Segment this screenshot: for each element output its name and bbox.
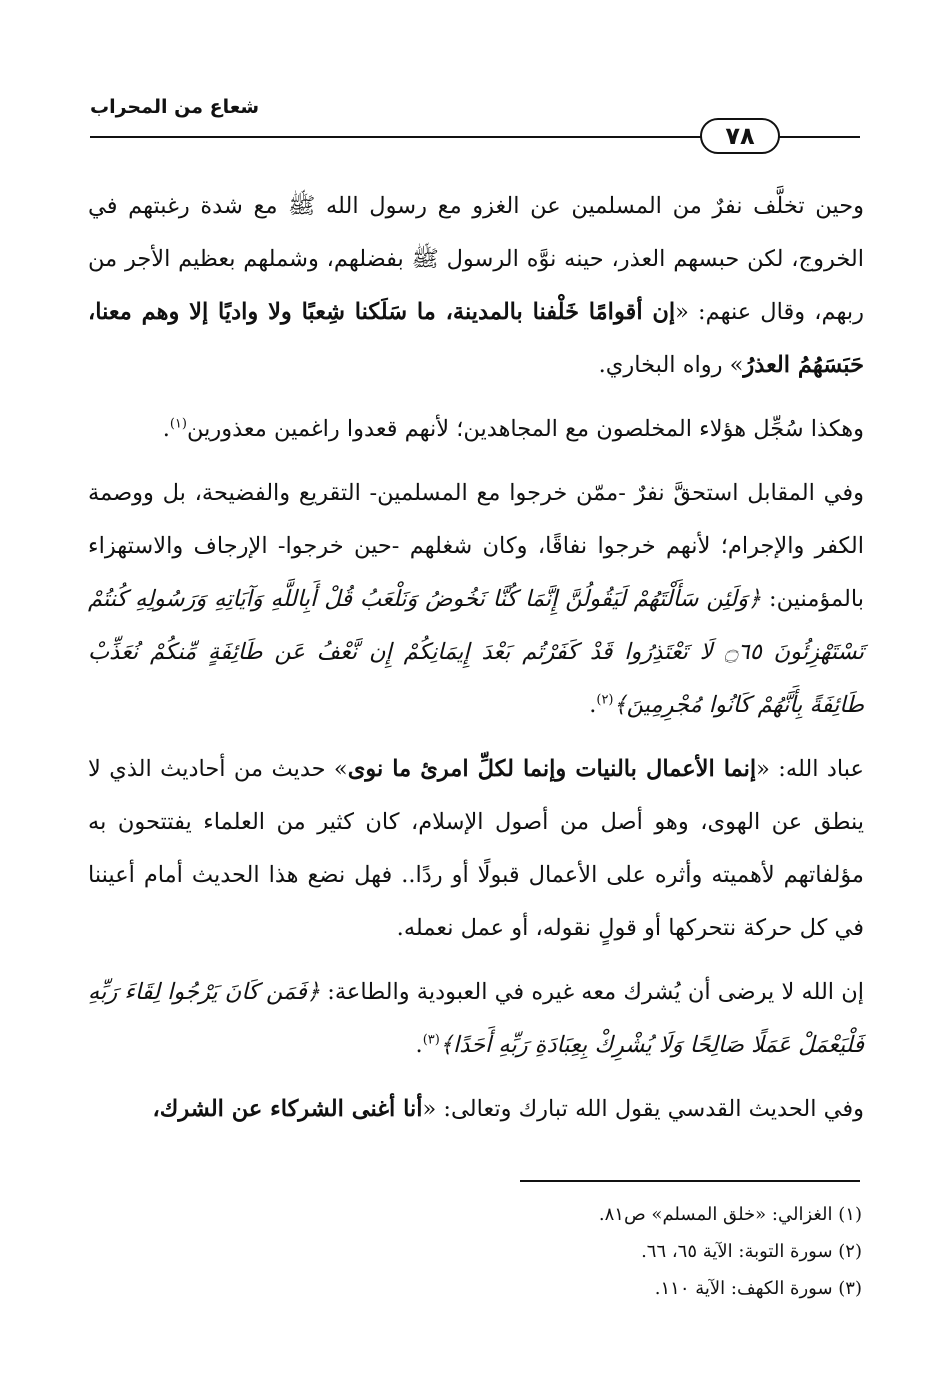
paragraph-text: وفي الحديث القدسي يقول الله تبارك وتعالى: «: [422, 1096, 864, 1122]
hadith-quote: إنما الأعمال بالنيات وإنما لكلِّ امرئ ما نوى: [347, 756, 757, 782]
paragraph-text: » حديث من أحاديث الذي لا ينطق عن الهوى، وهو أصل من أصول الإسلام، كان كثير من العلماء يفتتحون به مؤلفاتهم لأهميته وأثره على الأعمال قبولًا أو ردًا.. فهل نضع هذا الحديث أمام أعيننا في كل حركة نتحركها أو قولٍ نقوله، أو عمل نعمله.: [88, 756, 864, 941]
quran-verse: ﴿وَلَئِن سَأَلْتَهُمْ لَيَقُولُنَّ إِنَّمَا كُنَّا نَخُوضُ وَنَلْعَبُ قُلْ أَبِاللَّهِ وَآيَاتِهِ وَرَسُولِهِ كُنتُمْ تَسْتَهْزِئُونَ ۝٦٥ لَا تَعْتَذِرُوا قَدْ كَفَرْتُم بَعْدَ إِيمَانِكُمْ إِن نَّعْفُ عَن طَائِفَةٍ مِّنكُمْ نُعَذِّبْ طَائِفَةً بِأَنَّهُمْ كَانُوا مُجْرِمِينَ﴾: [88, 586, 864, 718]
footnote-item: (٢) سورة التوبة: الآية ٦٥، ٦٦.: [641, 1241, 862, 1262]
footnote-item: (٣) سورة الكهف: الآية ١١٠.: [654, 1278, 862, 1299]
footnote-separator: [520, 1180, 860, 1182]
running-header-title: شعاع من المحراب: [90, 96, 260, 118]
quran-verse: ﴿فَمَن كَانَ يَرْجُوا لِقَاءَ رَبِّهِ فَلْيَعْمَلْ عَمَلًا صَالِحًا وَلَا يُشْرِكْ بِعِبَادَةِ رَبِّهِ أَحَدًا﴾: [88, 979, 864, 1058]
paragraph-text: عباد الله: «: [756, 756, 864, 782]
paragraph-text: وفي المقابل استحقَّ نفرٌ -ممّن خرجوا مع المسلمين- التقريع والفضيحة، بل ووصمة الكفر والإجرام؛ لأنهم خرجوا نفاقًا، وكان شغلهم -حين خرجوا- الإرجاف والاستهزاء بالمؤمنين:: [88, 480, 864, 612]
paragraph-text: .: [589, 692, 597, 718]
paragraph-text: وحين تخلَّف نفرٌ من المسلمين عن الغزو مع رسول الله ﷺ مع شدة رغبتهم في الخروج، لكن حبسهم العذر، حينه نوَّه الرسول ﷺ بفضلهم، وشملهم بعظيم الأجر من ربهم، وقال عنهم: «: [88, 193, 864, 325]
paragraph: [88, 743, 864, 955]
paragraph: [88, 403, 864, 456]
paragraph-text: .: [162, 416, 170, 442]
footnotes: [402, 1196, 862, 1307]
paragraph-text: وهكذا سُجِّل هؤلاء المخلصون مع المجاهدين؛ لأنهم قعدوا راغمين معذورين: [186, 416, 864, 442]
hadith-quote: أنا أغنى الشركاء عن الشرك،: [152, 1096, 423, 1122]
footnote-ref: (١): [169, 416, 187, 432]
paragraph: [88, 966, 864, 1072]
hadith-quote: إن أقوامًا خَلْفنا بالمدينة، ما سَلَكنا شِعبًا ولا واديًا إلا وهم معنا، حَبَسَهُمُ العذرُ: [88, 299, 864, 378]
paragraph: [88, 1083, 864, 1136]
footnote-ref: (٣): [422, 1032, 440, 1048]
paragraph-text: » رواه البخاري.: [598, 352, 744, 378]
footnote-ref: (٢): [596, 692, 614, 708]
paragraph-text: إن الله لا يرضى أن يُشرك معه غيره في العبودية والطاعة:: [320, 979, 864, 1005]
body-text: [88, 180, 864, 1147]
paragraph: [88, 467, 864, 732]
paragraph: [88, 180, 864, 392]
page-number-badge: ٧٨: [700, 118, 780, 154]
footnote-item: (١) الغزالي: «خلق المسلم» ص٨١.: [598, 1204, 862, 1225]
paragraph-text: .: [415, 1032, 423, 1058]
